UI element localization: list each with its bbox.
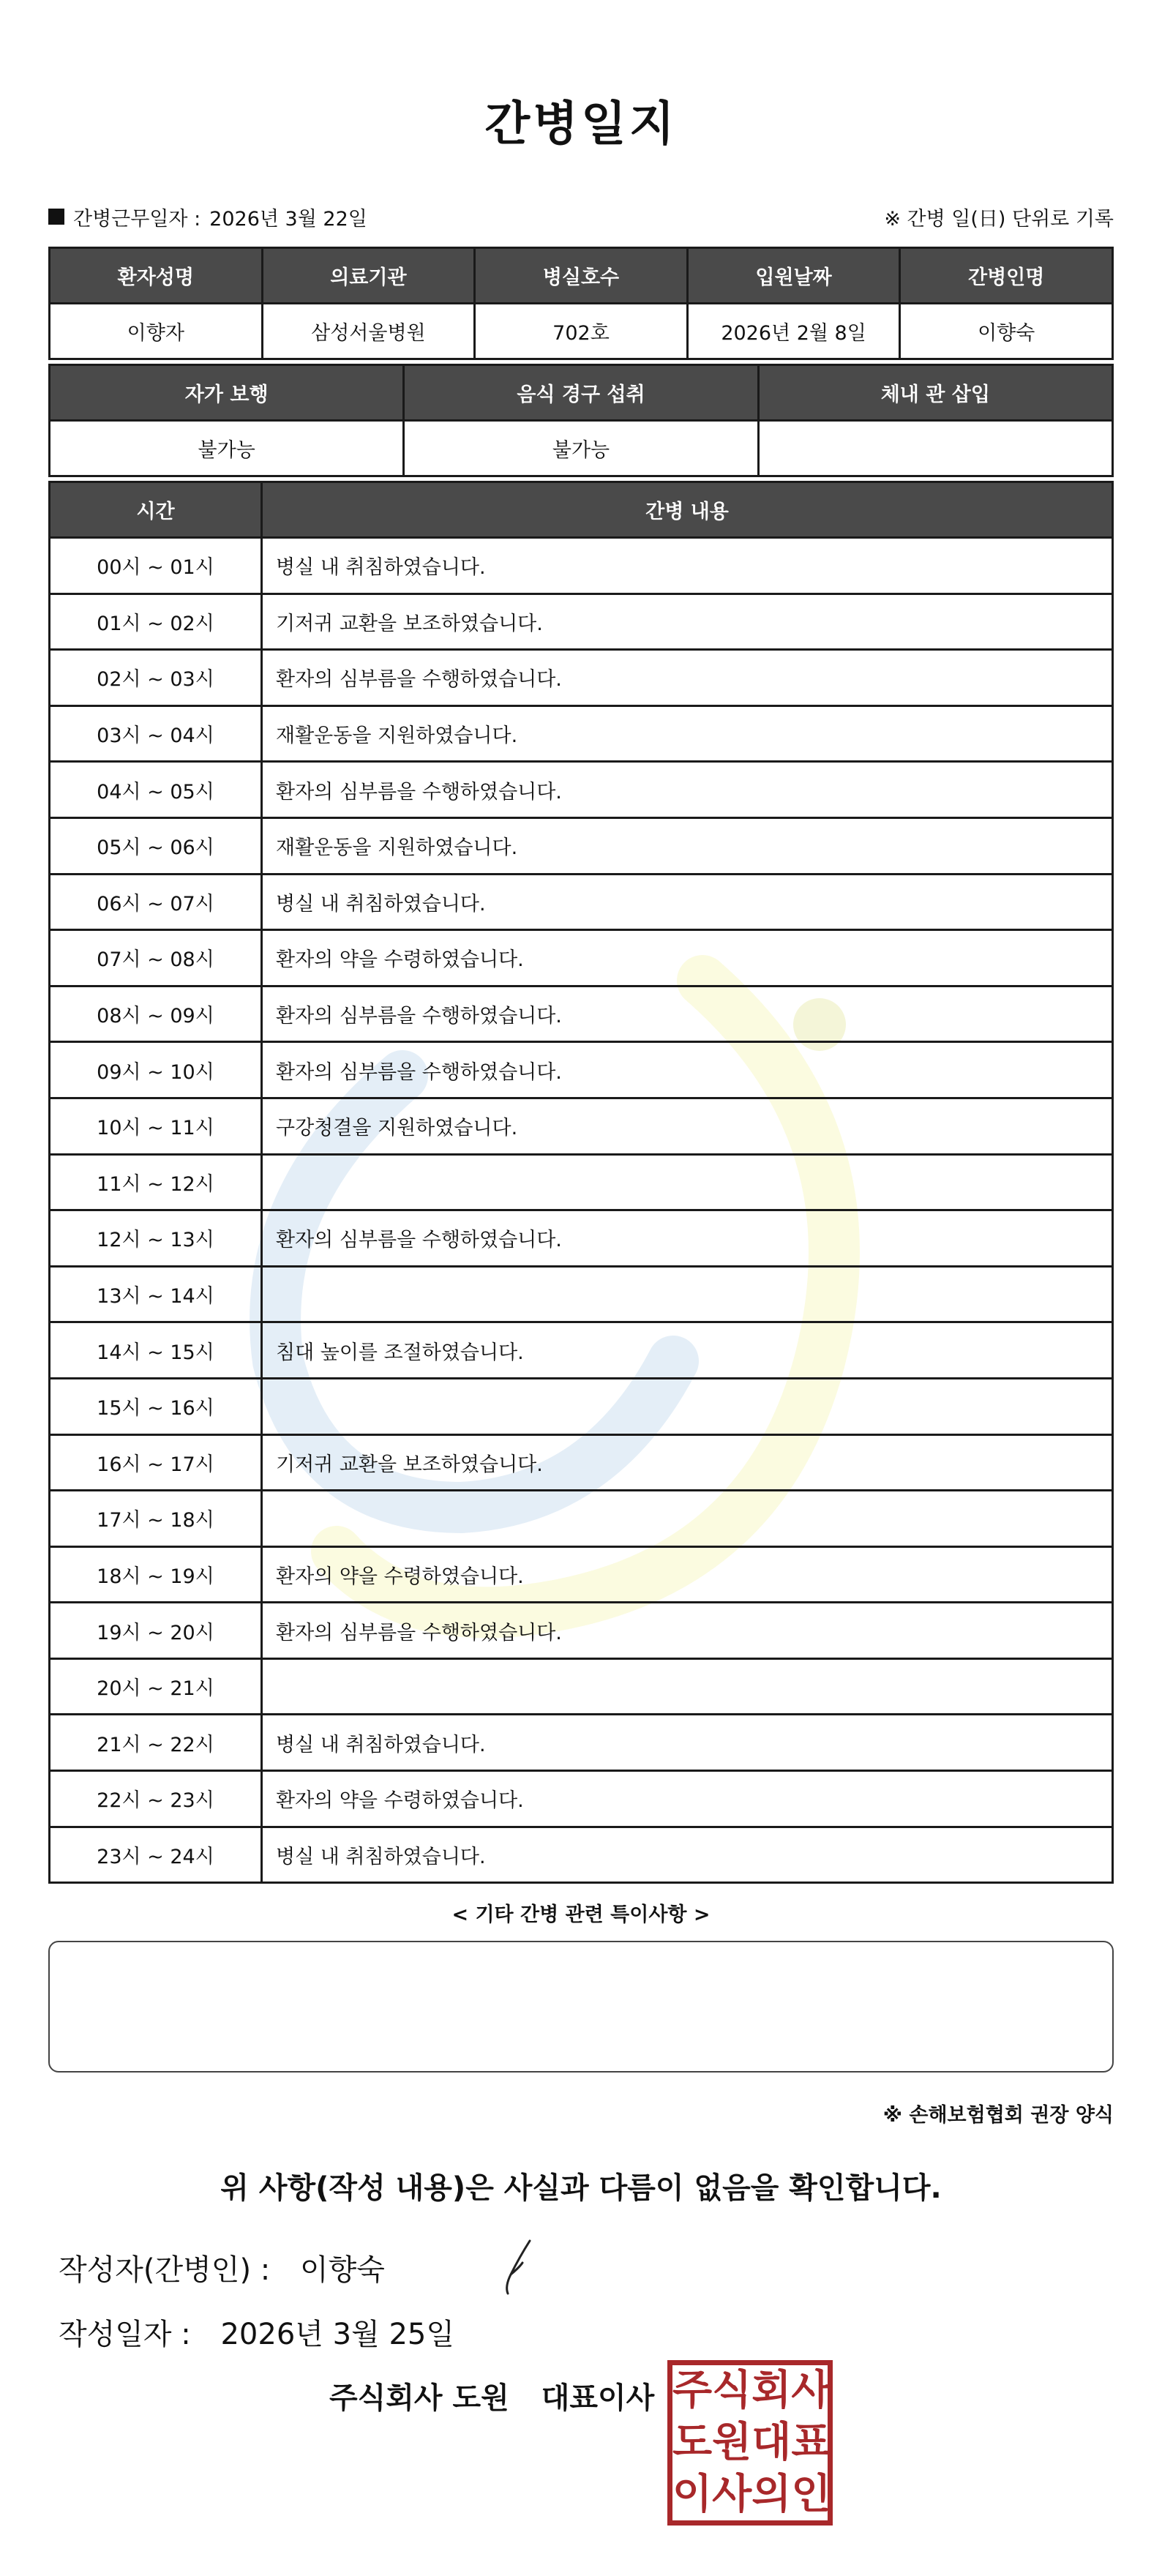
log-content xyxy=(262,1266,1113,1322)
info-header-patient: 환자성명 xyxy=(50,248,263,304)
log-time: 20시 ~ 21시 xyxy=(50,1658,262,1715)
room-number: 702호 xyxy=(475,304,688,359)
log-row xyxy=(50,650,1113,706)
log-content: 환자의 심부름을 수행하였습니다. xyxy=(262,1603,1113,1659)
log-time: 15시 ~ 16시 xyxy=(50,1378,262,1434)
cond-tube xyxy=(758,421,1112,476)
log-row xyxy=(50,986,1113,1042)
log-row xyxy=(50,1771,1113,1827)
log-row xyxy=(50,1658,1113,1715)
log-row xyxy=(50,705,1113,762)
seal-glyph: 주 xyxy=(672,2367,713,2415)
remarks-title: < 기타 간병 관련 특이사항 > xyxy=(451,1903,711,1926)
log-time: 14시 ~ 15시 xyxy=(50,1322,262,1379)
written-date-label: 작성일자 : xyxy=(59,2318,191,2351)
log-time: 00시 ~ 01시 xyxy=(50,538,262,594)
log-content: 재활운동을 지원하였습니다. xyxy=(262,817,1113,874)
seal-glyph: 사 xyxy=(712,2470,752,2518)
patient-name: 이향자 xyxy=(50,304,263,359)
page-title: 간병일지 xyxy=(484,97,678,151)
info-header-hospital: 의료기관 xyxy=(262,248,475,304)
log-row xyxy=(50,1378,1113,1434)
log-content: 침대 높이를 조절하였습니다. xyxy=(262,1322,1113,1379)
hospital-name: 삼성서울병원 xyxy=(262,304,475,359)
log-content xyxy=(262,1658,1113,1715)
info-header-room: 병실호수 xyxy=(475,248,688,304)
confirmation-statement: 위 사항(작성 내용)은 사실과 다름이 없음을 확인합니다. xyxy=(220,2171,942,2205)
log-content: 병실 내 취침하였습니다. xyxy=(262,1827,1113,1883)
log-content xyxy=(262,1154,1113,1210)
care-log-table xyxy=(48,481,1114,1884)
log-row xyxy=(50,1266,1113,1322)
log-time: 17시 ~ 18시 xyxy=(50,1491,262,1547)
seal-glyph: 식 xyxy=(712,2367,752,2415)
log-time: 11시 ~ 12시 xyxy=(50,1154,262,1210)
log-time: 12시 ~ 13시 xyxy=(50,1210,262,1267)
log-row xyxy=(50,762,1113,818)
care-date-label: 간병근무일자 : xyxy=(73,207,201,231)
square-bullet-icon xyxy=(48,209,64,225)
log-content: 재활운동을 지원하였습니다. xyxy=(262,705,1113,762)
company-seal xyxy=(667,2360,833,2526)
care-log-body xyxy=(50,538,1113,1883)
seal-glyph: 대 xyxy=(751,2418,792,2466)
patient-condition-table xyxy=(48,364,1114,477)
log-content: 환자의 약을 수령하였습니다. xyxy=(262,930,1113,986)
form-notice: ※ 손해보험협회 권장 양식 xyxy=(882,2104,1114,2127)
log-content: 구강청결을 지원하였습니다. xyxy=(262,1098,1113,1154)
log-row xyxy=(50,1154,1113,1210)
seal-glyph: 원 xyxy=(712,2418,752,2466)
log-time: 08시 ~ 09시 xyxy=(50,986,262,1042)
log-row xyxy=(50,874,1113,930)
log-content: 기저귀 교환을 보조하였습니다. xyxy=(262,594,1113,650)
log-content: 병실 내 취침하였습니다. xyxy=(262,538,1113,594)
cond-header-tube: 체내 관 삽입 xyxy=(758,365,1112,421)
writer-label: 작성자(간병인) : xyxy=(59,2253,271,2287)
log-header-content: 간병 내용 xyxy=(262,482,1113,538)
log-time: 01시 ~ 02시 xyxy=(50,594,262,650)
patient-info-table xyxy=(48,247,1114,360)
log-time: 02시 ~ 03시 xyxy=(50,650,262,706)
cond-walking: 불가능 xyxy=(50,421,404,476)
log-row xyxy=(50,1210,1113,1267)
log-row xyxy=(50,930,1113,986)
log-row xyxy=(50,1322,1113,1379)
remarks-box xyxy=(48,1941,1114,2073)
log-time: 03시 ~ 04시 xyxy=(50,705,262,762)
log-row xyxy=(50,1098,1113,1154)
signature-mark xyxy=(498,2238,541,2296)
log-time: 10시 ~ 11시 xyxy=(50,1098,262,1154)
log-header-time: 시간 xyxy=(50,482,262,538)
log-row xyxy=(50,594,1113,650)
info-header-admission: 입원날짜 xyxy=(687,248,900,304)
log-row xyxy=(50,1491,1113,1547)
log-content: 환자의 심부름을 수행하였습니다. xyxy=(262,986,1113,1042)
log-content: 환자의 심부름을 수행하였습니다. xyxy=(262,762,1113,818)
log-time: 22시 ~ 23시 xyxy=(50,1771,262,1827)
meta-row xyxy=(48,202,1114,231)
log-time: 07시 ~ 08시 xyxy=(50,930,262,986)
seal-glyph: 도 xyxy=(672,2418,713,2466)
log-content: 병실 내 취침하였습니다. xyxy=(262,874,1113,930)
log-content xyxy=(262,1491,1113,1547)
log-content: 기저귀 교환을 보조하였습니다. xyxy=(262,1434,1113,1491)
log-row xyxy=(50,1603,1113,1659)
log-row xyxy=(50,817,1113,874)
written-date-row xyxy=(59,2311,454,2353)
log-content: 환자의 심부름을 수행하였습니다. xyxy=(262,1042,1113,1098)
written-date-value: 2026년 3월 25일 xyxy=(220,2318,454,2351)
log-content xyxy=(262,1378,1113,1434)
log-row xyxy=(50,1042,1113,1098)
log-row xyxy=(50,1827,1113,1883)
ceo-title: 대표이사 xyxy=(541,2381,655,2415)
cond-header-walking: 자가 보행 xyxy=(50,365,404,421)
seal-glyph: 표 xyxy=(791,2418,831,2466)
log-time: 09시 ~ 10시 xyxy=(50,1042,262,1098)
writer-row xyxy=(59,2247,385,2288)
log-time: 18시 ~ 19시 xyxy=(50,1546,262,1603)
log-row xyxy=(50,1434,1113,1491)
info-header-caregiver: 간병인명 xyxy=(900,248,1113,304)
log-content: 환자의 심부름을 수행하였습니다. xyxy=(262,1210,1113,1267)
log-time: 06시 ~ 07시 xyxy=(50,874,262,930)
log-content: 환자의 약을 수령하였습니다. xyxy=(262,1771,1113,1827)
log-row xyxy=(50,1715,1113,1771)
company-name: 주식회사 도원 xyxy=(329,2381,509,2415)
seal-glyph: 이 xyxy=(672,2470,713,2518)
log-content: 환자의 심부름을 수행하였습니다. xyxy=(262,650,1113,706)
seal-glyph: 사 xyxy=(791,2367,831,2415)
log-time: 21시 ~ 22시 xyxy=(50,1715,262,1771)
log-content: 환자의 약을 수령하였습니다. xyxy=(262,1546,1113,1603)
care-date xyxy=(48,203,367,231)
seal-glyph: 인 xyxy=(791,2470,831,2518)
care-date-value: 2026년 3월 22일 xyxy=(209,207,367,231)
writer-name: 이향숙 xyxy=(299,2253,385,2287)
log-time: 23시 ~ 24시 xyxy=(50,1827,262,1883)
log-time: 16시 ~ 17시 xyxy=(50,1434,262,1491)
caregiver-name: 이향숙 xyxy=(900,304,1113,359)
seal-glyph: 의 xyxy=(751,2470,792,2518)
admission-date: 2026년 2월 8일 xyxy=(687,304,900,359)
record-note: ※ 간병 일(日) 단위로 기록 xyxy=(884,207,1114,231)
log-time: 19시 ~ 20시 xyxy=(50,1603,262,1659)
log-row xyxy=(50,1546,1113,1603)
seal-glyph: 회 xyxy=(751,2367,792,2415)
log-time: 13시 ~ 14시 xyxy=(50,1266,262,1322)
log-row xyxy=(50,538,1113,594)
cond-header-oral-intake: 음식 경구 섭취 xyxy=(404,365,758,421)
log-time: 05시 ~ 06시 xyxy=(50,817,262,874)
log-content: 병실 내 취침하였습니다. xyxy=(262,1715,1113,1771)
log-time: 04시 ~ 05시 xyxy=(50,762,262,818)
cond-oral-intake: 불가능 xyxy=(404,421,758,476)
company-signoff xyxy=(329,2375,654,2416)
